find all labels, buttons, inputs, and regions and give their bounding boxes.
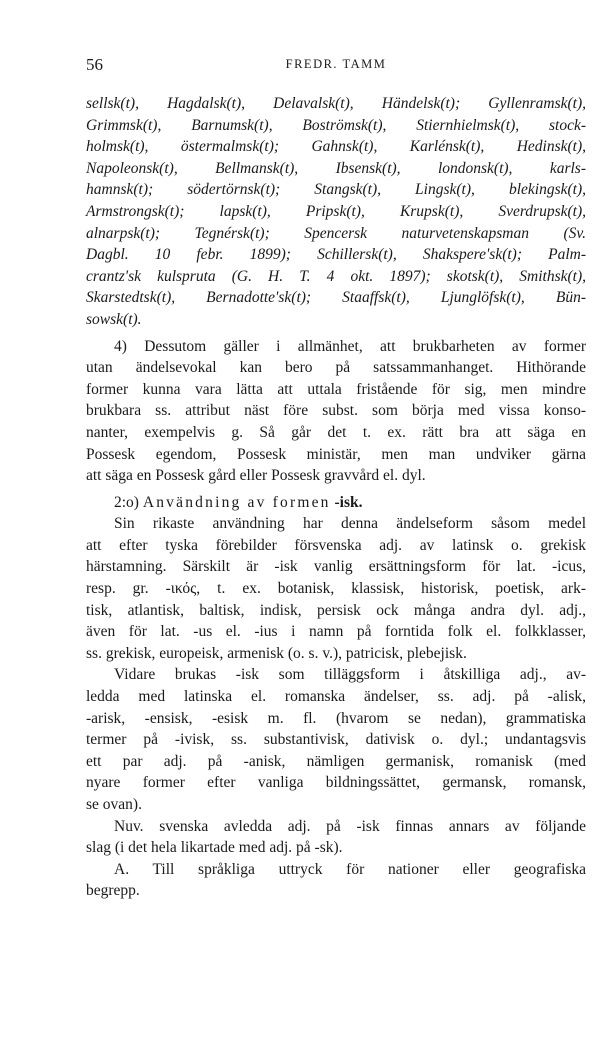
text-line: Possesk egendom, Possesk ministär, men man undviker gärna (86, 445, 586, 463)
text-line: Nuv. svenska avledda adj. på -isk finnas annars av följande (114, 817, 586, 835)
text-line: brukbara ss. attribut näst före subst. som börja med vissa konso- (86, 402, 586, 420)
text-line: termer på -ivisk, ss. substantivisk, dativisk o. dyl.; undantagsvis (86, 731, 586, 749)
paragraph-usage (86, 513, 586, 664)
text-line: former kunna vara lätta att uttala fristående för sig, men mindre (86, 380, 586, 398)
text-line: Grimmsk(t), Barnumsk(t), Boströmsk(t), Stiernhielmsk(t), stock- (86, 116, 586, 134)
paragraph-a (86, 859, 586, 902)
text-line: ett par adj. på -anisk, nämligen germanisk, romanisk (med (86, 752, 586, 770)
text-line: härstamning. Särskilt är -isk vanlig ersättningsform för lat. -icus, (86, 558, 586, 576)
text-line: nanter, exempelvis g. Så går det t. ex. rätt bra att säga en (86, 423, 586, 441)
section-heading (86, 492, 586, 514)
text-line: hamnsk(t); södertörnsk(t); Stangsk(t), Lingsk(t), blekingsk(t), (86, 181, 586, 199)
paragraph-vidare (86, 664, 586, 815)
text-line: se ovan). (86, 796, 142, 813)
section-number: 2:o) (114, 493, 139, 511)
text-line: crantz'sk kulspruta (G. H. T. 4 okt. 1897); skotsk(t), Smithsk(t), (86, 267, 586, 285)
text-line: även för lat. -us el. -ius i namn på forntida folk el. folkklasser, (86, 623, 586, 641)
text-line: Sin rikaste användning har denna ändelseform såsom medel (114, 515, 586, 533)
text-line: holmsk(t), östermalmsk(t); Gahnsk(t), Karlénsk(t), Hedinsk(t), (86, 138, 586, 156)
paragraph-nuv (86, 816, 586, 859)
text-line: att efter tyska förebilder försvenska adj. av latinsk o. grekisk (86, 536, 586, 554)
text-line: Armstrongsk(t); lapsk(t), Pripsk(t), Krupsk(t), Sverdrupsk(t), (86, 202, 586, 220)
text-line: resp. gr. -ικός, t. ex. botanisk, klassisk, historisk, poetisk, ark- (86, 580, 586, 598)
text-line: tisk, atlantisk, baltisk, indisk, persisk ock många andra dyl. adj., (86, 601, 586, 619)
text-line: slag (i det hela likartade med adj. på -sk). (86, 839, 343, 857)
paragraph-4 (86, 336, 586, 487)
text-line: ledda med latinska el. romanska ändelser, ss. adj. på -alisk, (86, 688, 586, 706)
text-line: alnarpsk(t); Tegnérsk(t); Spencersk naturvetenskapsman (Sv. (86, 224, 586, 242)
text-line: ss. grekisk, europeisk, armenisk (o. s. v.), patricisk, plebejisk. (86, 644, 467, 662)
section-suffix: -isk. (334, 493, 363, 511)
text-line: begrepp. (86, 882, 140, 900)
text-line: Vidare brukas -isk som tilläggsform i åtskilliga adj., av- (114, 666, 586, 684)
page-body (86, 93, 586, 902)
text-line: Napoleonsk(t), Bellmansk(t), Ibsensk(t), londonsk(t), karls- (86, 159, 586, 177)
section-title: Användning av formen (142, 493, 331, 511)
text-line: Dagbl. 10 febr. 1899); Schillersk(t), Shakspere'sk(t); Palm- (86, 246, 586, 264)
text-line: sellsk(t), Hagdalsk(t), Delavalsk(t), Händelsk(t); Gyllenramsk(t), (86, 95, 586, 112)
text-line: A. Till språkliga uttryck för nationer eller geografiska (114, 860, 586, 878)
text-line: -arisk, -ensisk, -esisk m. fl. (hvarom se nedan), grammatiska (86, 709, 586, 727)
text-line: att säga en Possesk gård eller Possesk gravvård el. dyl. (86, 467, 426, 485)
page-header (86, 55, 586, 75)
text-line: sowsk(t). (86, 310, 142, 328)
text-line: nyare former efter vanliga bildningssättet, germansk, romansk, (86, 774, 586, 792)
running-head: FREDR. TAMM (285, 57, 387, 71)
text-line: 4) Dessutom gäller i allmänhet, att brukbarheten av former (114, 337, 586, 355)
name-derivations-list (86, 93, 586, 331)
page-number: 56 (86, 55, 103, 74)
text-line: utan ändelsevokal kan bero på satssammanhanget. Hithörande (86, 359, 586, 377)
text-line: Skarstedtsk(t), Bernadotte'sk(t); Staaffsk(t), Ljunglöfsk(t), Bün- (86, 289, 586, 307)
